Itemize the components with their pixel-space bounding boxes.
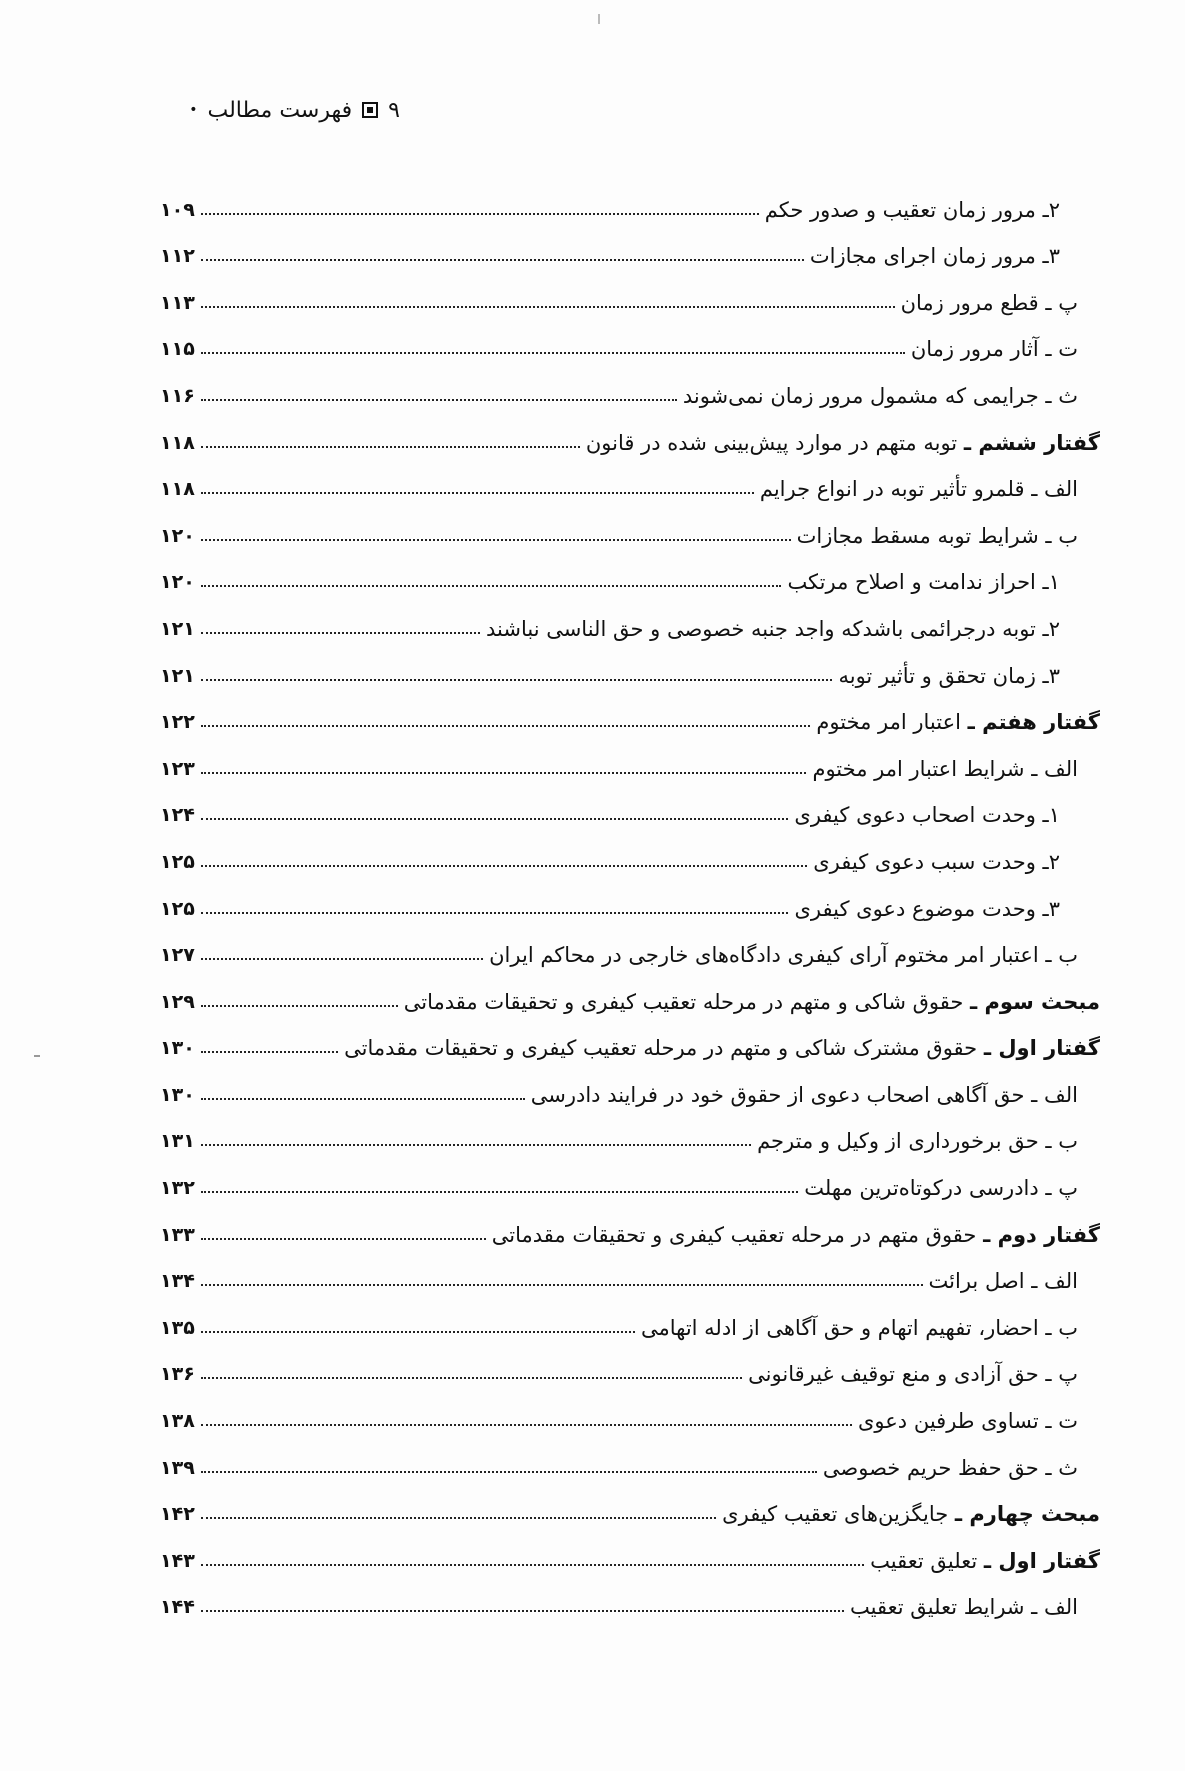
dot-leader	[201, 912, 789, 914]
toc-page-number: ۱۳۳	[160, 1223, 195, 1246]
toc-entry	[160, 1065, 1100, 1112]
toc-entry-title	[722, 1501, 1100, 1531]
toc-entry	[160, 227, 1100, 274]
dot-leader	[201, 1144, 751, 1146]
dot-leader	[201, 306, 895, 308]
toc-page-number: ۱۴۴	[160, 1596, 195, 1619]
toc-page-number: ۱۲۹	[160, 990, 195, 1013]
toc-page-number: ۱۱۶	[160, 384, 195, 407]
toc-section-heading: گفتار اول ـ	[983, 1548, 1100, 1573]
dot-leader	[201, 446, 580, 448]
toc-entry	[160, 1531, 1100, 1578]
toc-page-number: ۱۳۰	[160, 1083, 195, 1106]
toc-entry-text: الف ـ شرایط اعتبار امر مختوم	[812, 756, 1078, 781]
toc-entry-title	[850, 1594, 1078, 1624]
dot-leader	[201, 1564, 864, 1566]
toc-entry-text: اعتبار امر مختوم	[816, 710, 968, 735]
toc-entry	[160, 506, 1100, 553]
toc-page-number: ۱۲۱	[160, 617, 195, 640]
toc-entry	[160, 366, 1100, 413]
toc-entry-title	[748, 1361, 1078, 1391]
dot-leader	[201, 1610, 844, 1612]
toc-entry-title	[765, 197, 1060, 227]
toc-entry-title	[641, 1315, 1078, 1345]
dot-leader	[201, 1284, 923, 1286]
toc-entry-text: ۲ـ مرور زمان تعقیب و صدور حکم	[764, 197, 1060, 222]
toc-entry	[160, 786, 1100, 833]
toc-entry	[160, 1205, 1100, 1252]
toc-section-heading: مبحث چهارم ـ	[954, 1502, 1100, 1527]
toc-entry-title	[489, 942, 1078, 972]
toc-entry-text: الف ـ حق آگاهی اصحاب دعوی از حقوق خود در فرایند دادرسی	[530, 1082, 1078, 1107]
toc-entry-text: ۱ـ احراز ندامت و اصلاح مرتکب	[787, 570, 1060, 595]
dot-leader	[201, 1098, 525, 1100]
toc-entry	[160, 646, 1100, 693]
toc-entry	[160, 739, 1100, 786]
dot-leader	[201, 1331, 635, 1333]
toc-entry-text: ت ـ تساوی طرفین دعوی	[857, 1409, 1078, 1434]
toc-entry	[160, 180, 1100, 227]
toc-entry-title	[586, 430, 1100, 460]
toc-entry	[160, 413, 1100, 460]
toc-entry-text: حقوق متهم در مرحله تعقیب کیفری و تحقیقات مقدماتی	[491, 1222, 984, 1247]
toc-entry-text: ۲ـ وحدت سبب دعوی کیفری	[813, 849, 1060, 874]
toc-entry-text: ث ـ جرایمی که مشمول مرور زمان نمی‌شوند	[682, 383, 1078, 408]
toc-page-number: ۱۳۶	[160, 1363, 195, 1386]
toc-entry-text: حقوق شاکی و متهم در مرحله تعقیب کیفری و تحقیقات مقدماتی	[403, 989, 971, 1014]
dot-leader	[201, 539, 791, 541]
toc-entry	[160, 972, 1100, 1019]
toc-section-heading: گفتار هفتم ـ	[967, 710, 1100, 735]
toc-entry-title	[870, 1548, 1100, 1578]
toc-entry-text: ۳ـ زمان تحقق و تأثیر توبه	[838, 663, 1060, 688]
toc-entry	[160, 320, 1100, 367]
running-header	[160, 92, 400, 128]
toc-page-number: ۱۳۱	[160, 1130, 195, 1153]
toc-entry-text: الف ـ اصل برائت	[928, 1269, 1078, 1294]
toc-entry-text: ۲ـ توبه درجرائمی باشدکه واجد جنبه خصوصی و حق الناسی نباشند	[486, 616, 1060, 641]
toc-entry-text: تعلیق تعقیب	[870, 1548, 984, 1573]
toc-entry-text: ۳ـ مرور زمان اجرای مجازات	[809, 244, 1060, 269]
toc-entry-title	[804, 1175, 1078, 1205]
toc-entry-text: جایگزین‌های تعقیب کیفری	[722, 1502, 955, 1527]
toc-page-number: ۱۳۰	[160, 1037, 195, 1060]
toc-page-number: ۱۲۱	[160, 664, 195, 687]
toc-section-heading: گفتار ششم ـ	[963, 430, 1100, 455]
toc-entry	[160, 1298, 1100, 1345]
toc-entry	[160, 599, 1100, 646]
toc-entry-text: ۱ـ وحدت اصحاب دعوی کیفری	[794, 803, 1060, 828]
toc-entry	[160, 460, 1100, 507]
margin-mark	[34, 1055, 40, 1057]
table-of-contents	[160, 180, 1100, 1624]
toc-section-heading: گفتار دوم ـ	[983, 1222, 1100, 1247]
toc-page-number: ۱۳۸	[160, 1410, 195, 1433]
toc-entry	[160, 273, 1100, 320]
toc-entry-title	[797, 523, 1078, 553]
toc-entry-text: ب ـ اعتبار امر مختوم آرای کیفری دادگاه‌های خارجی در محاکم ایران	[489, 943, 1078, 968]
dot-leader	[201, 1517, 716, 1519]
toc-page-number: ۱۱۲	[160, 245, 195, 268]
dot-leader	[201, 818, 789, 820]
toc-section-heading: مبحث سوم ـ	[970, 989, 1100, 1014]
toc-entry-text: ث ـ حق حفظ حریم خصوصی	[822, 1455, 1078, 1480]
dot-leader	[201, 585, 782, 587]
toc-page-number: ۱۱۸	[160, 478, 195, 501]
toc-entry-text: توبه متهم در موارد پیش‌بینی شده در قانون	[585, 430, 964, 455]
dot-leader	[201, 632, 480, 634]
toc-page-number: ۱۳۹	[160, 1456, 195, 1479]
toc-entry-title	[901, 290, 1078, 320]
toc-entry-title	[760, 476, 1078, 506]
toc-entry-title	[404, 989, 1100, 1019]
toc-entry-title	[531, 1082, 1078, 1112]
dot-leader	[201, 772, 807, 774]
toc-page-number: ۱۱۸	[160, 431, 195, 454]
toc-page-number: ۱۲۴	[160, 804, 195, 827]
dot-leader	[201, 1191, 798, 1193]
toc-entry-title	[810, 243, 1060, 273]
header-bullet: •	[189, 102, 198, 118]
toc-page-number: ۱۴۲	[160, 1503, 195, 1526]
dot-leader	[201, 1051, 338, 1053]
toc-entry	[160, 1345, 1100, 1392]
toc-page-number: ۱۴۳	[160, 1549, 195, 1572]
dot-leader	[201, 259, 804, 261]
toc-entry	[160, 1252, 1100, 1299]
toc-entry	[160, 1019, 1100, 1066]
toc-entry-title	[911, 336, 1078, 366]
toc-entry-title	[787, 569, 1060, 599]
toc-entry-title	[858, 1408, 1078, 1438]
toc-entry	[160, 1112, 1100, 1159]
toc-entry-text: حقوق مشترک شاکی و متهم در مرحله تعقیب کیفری و تحقیقات مقدماتی	[344, 1036, 984, 1061]
dot-leader	[201, 492, 754, 494]
toc-entry-text: ت ـ آثار مرور زمان	[910, 337, 1078, 362]
dot-leader	[201, 1471, 817, 1473]
toc-entry-title	[486, 616, 1060, 646]
toc-entry-title	[492, 1222, 1100, 1252]
toc-entry-title	[812, 756, 1078, 786]
toc-entry-text: ب ـ احضار، تفهیم اتهام و حق آگاهی از ادله اتهامی	[640, 1315, 1078, 1340]
toc-page-number: ۱۲۳	[160, 757, 195, 780]
dot-leader	[201, 679, 833, 681]
dot-leader	[201, 958, 483, 960]
dot-leader	[201, 725, 811, 727]
scan-mark	[598, 14, 600, 24]
toc-page-number: ۱۱۳	[160, 291, 195, 314]
dot-leader	[201, 213, 759, 215]
toc-page-number: ۱۱۵	[160, 338, 195, 361]
dot-leader	[201, 1424, 852, 1426]
toc-page-number: ۱۲۷	[160, 944, 195, 967]
header-title: فهرست مطالب	[207, 97, 353, 123]
toc-entry-title	[816, 709, 1100, 739]
toc-entry-text: الف ـ قلمرو تأثیر توبه در انواع جرایم	[759, 477, 1078, 502]
toc-entry	[160, 832, 1100, 879]
toc-entry-text: پ ـ قطع مرور زمان	[900, 290, 1078, 315]
toc-entry-text: ب ـ حق برخورداری از وکیل و مترجم	[757, 1129, 1078, 1154]
dot-leader	[201, 1238, 486, 1240]
toc-page-number: ۱۲۵	[160, 897, 195, 920]
dot-leader	[201, 352, 905, 354]
boxed-square-icon	[362, 102, 378, 118]
header-page-number: ۹	[388, 97, 400, 123]
toc-entry	[160, 693, 1100, 740]
toc-entry-title	[683, 383, 1078, 413]
toc-entry-text: پ ـ دادرسی درکوتاه‌ترین مهلت	[804, 1176, 1078, 1201]
toc-entry-title	[838, 663, 1060, 693]
toc-page-number: ۱۳۴	[160, 1270, 195, 1293]
toc-page-number: ۱۲۲	[160, 711, 195, 734]
toc-page-number: ۱۰۹	[160, 198, 195, 221]
dot-leader	[201, 399, 677, 401]
toc-entry	[160, 1578, 1100, 1625]
toc-entry	[160, 1391, 1100, 1438]
toc-entry-text: ب ـ شرایط توبه مسقط مجازات	[796, 523, 1078, 548]
toc-entry	[160, 1485, 1100, 1532]
toc-entry-title	[813, 849, 1060, 879]
dot-leader	[201, 1377, 742, 1379]
dot-leader	[201, 865, 807, 867]
toc-entry	[160, 1438, 1100, 1485]
toc-page-number: ۱۲۵	[160, 850, 195, 873]
toc-entry-title	[794, 802, 1060, 832]
toc-entry-title	[794, 896, 1060, 926]
toc-page-number: ۱۲۰	[160, 524, 195, 547]
toc-entry-title	[823, 1455, 1078, 1485]
toc-entry	[160, 1158, 1100, 1205]
toc-entry	[160, 926, 1100, 973]
toc-page-number: ۱۲۰	[160, 571, 195, 594]
dot-leader	[201, 1005, 398, 1007]
toc-entry-title	[929, 1268, 1078, 1298]
toc-entry-title	[344, 1035, 1100, 1065]
toc-page-number: ۱۳۲	[160, 1177, 195, 1200]
toc-entry-text: الف ـ شرایط تعلیق تعقیب	[850, 1595, 1078, 1620]
toc-page-number: ۱۳۵	[160, 1316, 195, 1339]
toc-entry	[160, 553, 1100, 600]
toc-entry-text: ۳ـ وحدت موضوع دعوی کیفری	[794, 896, 1060, 921]
toc-entry-text: پ ـ حق آزادی و منع توقیف غیرقانونی	[748, 1362, 1078, 1387]
toc-section-heading: گفتار اول ـ	[983, 1036, 1100, 1061]
toc-entry-title	[757, 1128, 1078, 1158]
toc-entry	[160, 879, 1100, 926]
